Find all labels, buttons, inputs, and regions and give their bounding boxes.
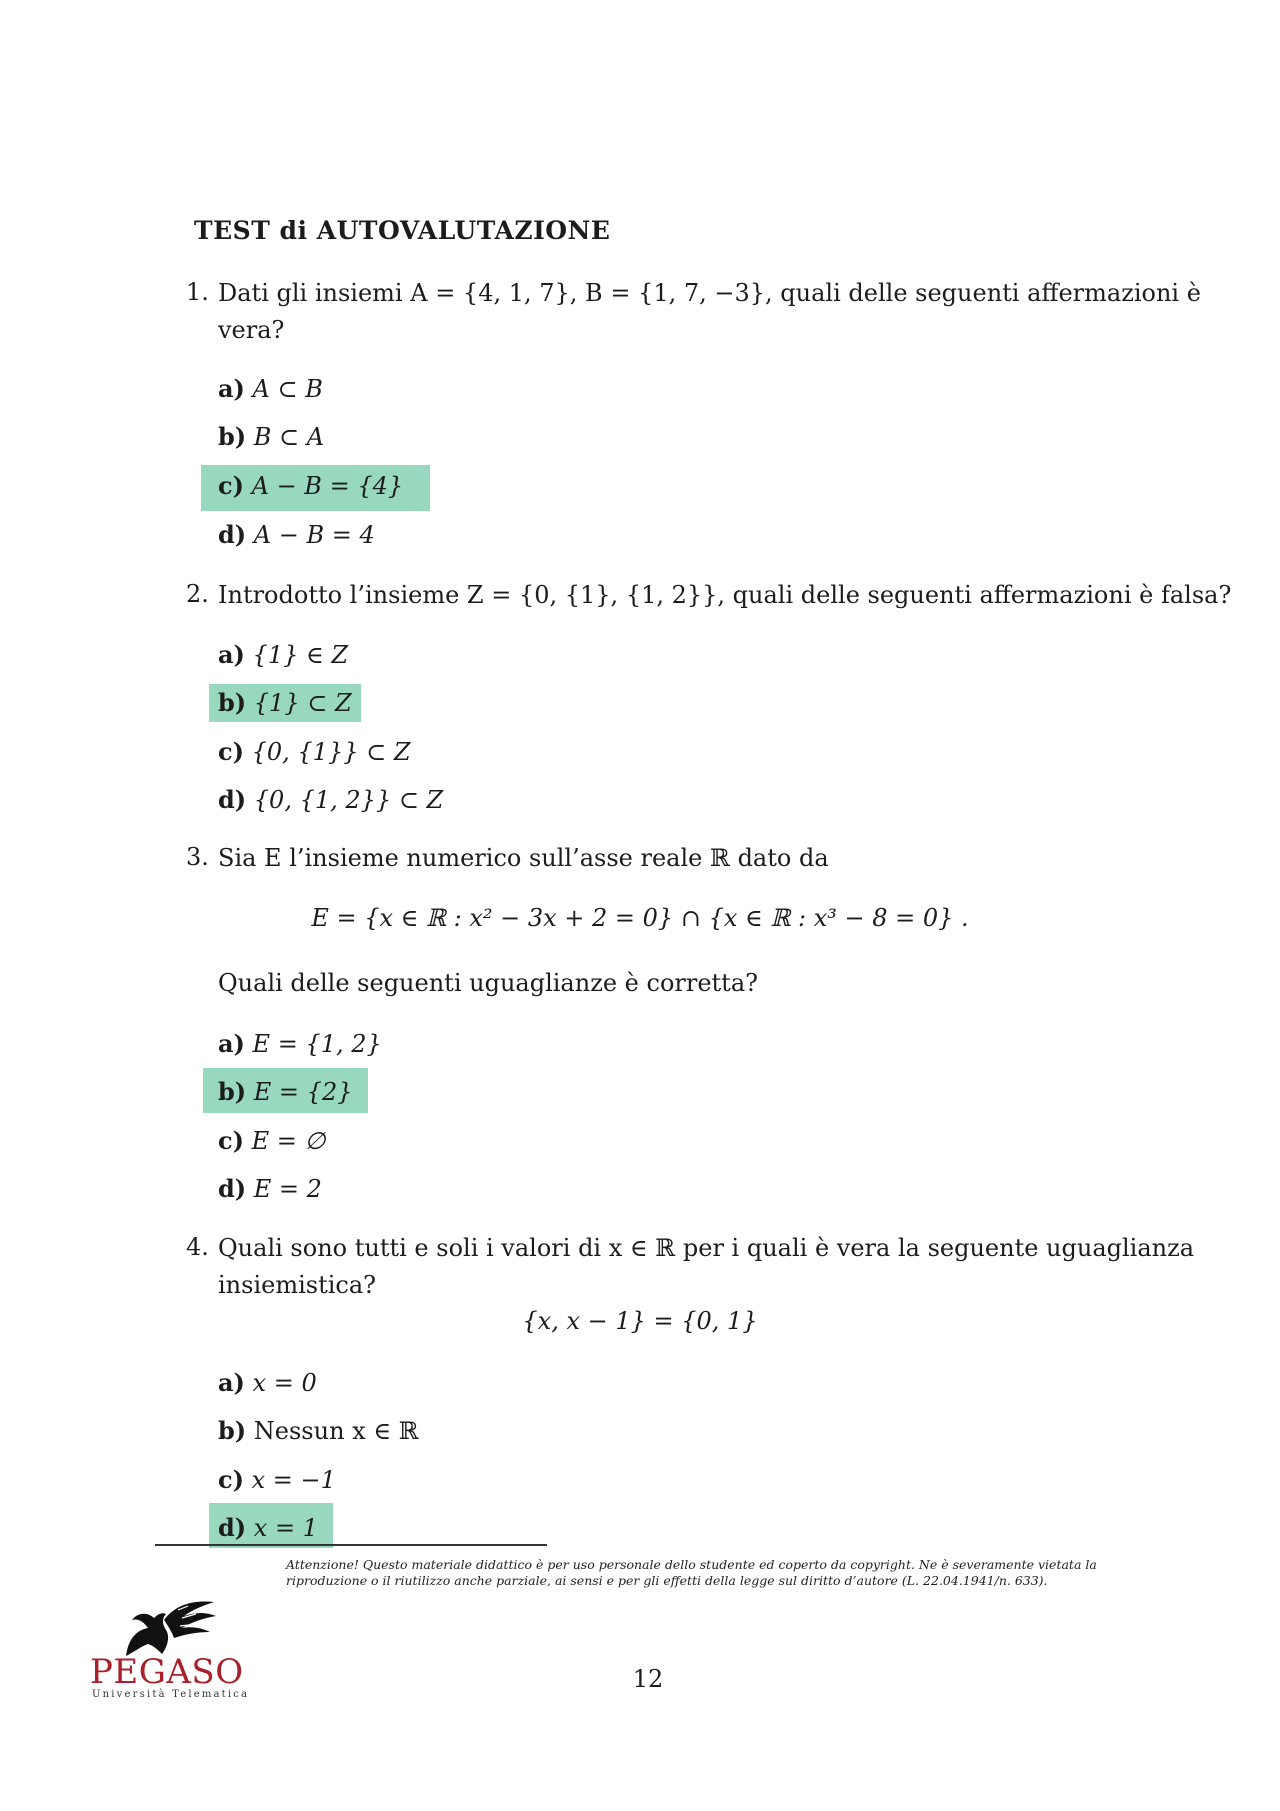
q2-option-c[interactable]: c) {0, {1}} ⊂ Z: [218, 737, 411, 766]
q1-option-a[interactable]: a) A ⊂ B: [218, 374, 323, 403]
question-1-text-cont: vera?: [218, 316, 285, 344]
question-1-number: 1.: [186, 278, 209, 306]
q3-option-d[interactable]: d) E = 2: [218, 1174, 322, 1203]
question-4-equation: {x, x − 1} = {0, 1}: [522, 1307, 758, 1335]
q4-option-d[interactable]: d) x = 1: [218, 1513, 318, 1542]
logo-subtitle: Università Telematica: [92, 1689, 250, 1700]
q2-option-a[interactable]: a) {1} ∈ Z: [218, 640, 349, 669]
q2-option-d[interactable]: d) {0, {1, 2}} ⊂ Z: [218, 785, 444, 814]
question-1-text: Dati gli insiemi A = {4, 1, 7}, B = {1, 7, −3}, quali delle seguenti affermazioni è: [218, 279, 1201, 307]
question-3-prompt: Quali delle seguenti uguaglianze è corretta?: [218, 969, 758, 997]
copyright-footnote: Attenzione! Questo materiale didattico è per uso personale dello studente ed coperto da copyright. Ne è severamente vietata la riproduzione o il riutilizzo anche parziale, ai sensi e per gli effetti della legge sul diritto d’autore (L. 22.04.1941/n. 633).: [286, 1557, 1097, 1588]
q1-option-c[interactable]: c) A − B = {4}: [218, 471, 404, 500]
page-title: TEST di AUTOVALUTAZIONE: [194, 216, 611, 245]
q4-option-a[interactable]: a) x = 0: [218, 1368, 317, 1397]
pegasus-logo-icon: [118, 1600, 218, 1660]
question-3-number: 3.: [186, 843, 209, 871]
page-number: 12: [632, 1665, 664, 1693]
question-4-text-cont: insiemistica?: [218, 1271, 377, 1299]
question-3-text: Sia E l’insieme numerico sull’asse reale ℝ dato da: [218, 844, 829, 872]
q3-option-b[interactable]: b) E = {2}: [218, 1077, 353, 1106]
q1-option-b[interactable]: b) B ⊂ A: [218, 422, 325, 451]
q1-option-d[interactable]: d) A − B = 4: [218, 520, 375, 549]
question-3-equation: E = {x ∈ ℝ : x² − 3x + 2 = 0} ∩ {x ∈ ℝ : x³ − 8 = 0} .: [311, 904, 969, 932]
question-4-text: Quali sono tutti e soli i valori di x ∈ ℝ per i quali è vera la seguente uguaglianza: [218, 1234, 1195, 1262]
question-4-number: 4.: [186, 1233, 209, 1261]
question-2-text: Introdotto l’insieme Z = {0, {1}, {1, 2}}, quali delle seguenti affermazioni è falsa?: [218, 581, 1232, 609]
q4-option-b[interactable]: b) Nessun x ∈ ℝ: [218, 1416, 419, 1445]
q3-option-c[interactable]: c) E = ∅: [218, 1126, 326, 1155]
q4-option-c[interactable]: c) x = −1: [218, 1465, 336, 1494]
q2-option-b[interactable]: b) {1} ⊂ Z: [218, 688, 352, 717]
question-2-number: 2.: [186, 580, 209, 608]
footnote-divider: [155, 1544, 547, 1546]
q3-option-a[interactable]: a) E = {1, 2}: [218, 1029, 382, 1058]
logo-wordmark: PEGASO: [90, 1652, 244, 1692]
